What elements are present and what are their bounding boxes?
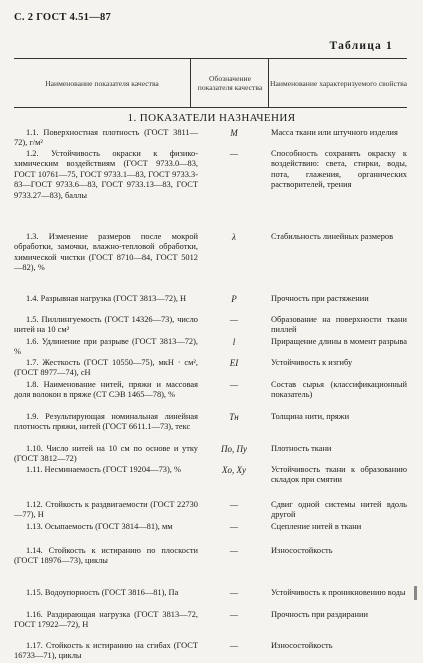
- table-row: [14, 128, 407, 149]
- indicator-symbol: l: [232, 337, 236, 347]
- indicator-name: 1.10. Число нитей на 10 см по основе и утку (ГОСТ 3812—72): [14, 444, 198, 464]
- indicator-symbol: Пo, Пy: [221, 444, 247, 454]
- indicator-name: 1.9. Результирующая номинальная линейная плотность пряжи, нитей (ГОСТ 6611.1—73), текс: [14, 412, 198, 432]
- table-header: [14, 58, 407, 108]
- indicator-property: Плотность ткани: [271, 444, 332, 453]
- table-row: [14, 444, 407, 465]
- page-header: С. 2 ГОСТ 4.51—87: [14, 12, 112, 23]
- table-row: [14, 465, 407, 500]
- indicator-property: Способность сохранять окраску к воздействию: света, стирки, воды, пота, глажения, органических растворителей, трения: [271, 149, 407, 190]
- indicator-symbol: λ: [232, 232, 236, 242]
- table-row: [14, 522, 407, 546]
- column-header-property: Наименование характеризуемого свойства: [268, 59, 408, 107]
- indicator-property: Приращение длины в момент разрыва: [271, 337, 407, 346]
- indicator-property: Сцепление нитей в ткани: [271, 522, 362, 531]
- indicator-property: Устойчивость к проникновению воды: [271, 588, 406, 597]
- indicator-name: 1.17. Стойкость к истиранию на сгибах (ГОСТ 16733—71), циклы: [14, 641, 198, 661]
- indicator-name: 1.11. Несминаемость (ГОСТ 19204—73), %: [26, 465, 181, 474]
- indicator-symbol: P: [231, 294, 237, 304]
- indicator-property: Масса ткани или штучного изделия: [271, 128, 398, 137]
- table-row: [14, 412, 407, 444]
- table-row: [14, 380, 407, 412]
- indicator-symbol: —: [229, 641, 238, 651]
- table-caption: Таблица 1: [329, 40, 393, 52]
- indicator-symbol: M: [230, 128, 238, 138]
- table-row: [14, 294, 407, 315]
- table-row: [14, 500, 407, 522]
- indicator-property: Образование на поверхности ткани пиллей: [271, 315, 407, 335]
- indicator-name: 1.13. Осыпаемость (ГОСТ 3814—81), мм: [26, 522, 173, 531]
- indicator-property: Сдвиг одной системы нитей вдоль другой: [271, 500, 407, 520]
- indicator-symbol: Xo, Xy: [222, 465, 246, 475]
- indicator-property: Износостойкость: [271, 641, 333, 650]
- indicator-property: Устойчивость ткани к образованию складок при смятии: [271, 465, 407, 485]
- indicator-property: Стабильность линейных размеров: [271, 232, 394, 241]
- indicator-property: Устойчивость к изгибу: [271, 358, 353, 367]
- indicator-property: Прочность при раздирании: [271, 610, 368, 619]
- indicator-name: 1.4. Разрывная нагрузка (ГОСТ 3813—72), Н: [26, 294, 187, 303]
- indicator-name: 1.2. Устойчивость окраски к физико-химическим воздействиям (ГОСТ 9733.0—83, ГОСТ 10761—75, ГОСТ 9733.1—83, ГОСТ 9733.3-83—ГОСТ 9733.6—83, ГОСТ 9733.13—83, ГОСТ 9733.27—83), баллы: [14, 149, 198, 200]
- indicator-name: 1.6. Удлинение при разрыве (ГОСТ 3813—72), %: [14, 337, 198, 357]
- indicator-symbol: —: [229, 149, 238, 159]
- table-body: [14, 128, 407, 663]
- table-row: [14, 232, 407, 294]
- indicator-name: 1.14. Стойкость к истиранию по плоскости (ГОСТ 18976—73), циклы: [14, 546, 198, 566]
- table-row: [14, 588, 407, 610]
- indicator-property: Прочность при растяжении: [271, 294, 369, 303]
- table-row: [14, 546, 407, 588]
- indicator-name: 1.8. Наименование нитей, пряжи и массовая доля волокон в пряже (СТ СЭВ 1465—78), %: [14, 380, 198, 400]
- section-title: 1. ПОКАЗАТЕЛИ НАЗНАЧЕНИЯ: [127, 112, 296, 124]
- table-row: [14, 641, 407, 663]
- indicator-symbol: Tн: [229, 412, 239, 422]
- indicator-symbol: —: [229, 546, 238, 556]
- scan-margin-mark: [414, 586, 417, 600]
- indicator-symbol: —: [229, 500, 238, 510]
- indicator-property: Толщина нити, пряжи: [271, 412, 350, 421]
- column-header-symbol: Обозначение показателя качества: [190, 59, 269, 107]
- indicator-name: 1.1. Поверхностная плотность (ГОСТ 3811—72), г/м²: [14, 128, 198, 148]
- indicator-name: 1.12. Стойкость к раздвигаемости (ГОСТ 22730—77), Н: [14, 500, 198, 520]
- table-row: [14, 149, 407, 232]
- indicator-name: 1.15. Водоупорность (ГОСТ 3816—81), Па: [26, 588, 179, 597]
- column-header-name: Наименование показателя качества: [45, 78, 159, 88]
- indicator-symbol: —: [229, 610, 238, 620]
- table-row: [14, 610, 407, 641]
- table-row: [14, 358, 407, 380]
- indicator-symbol: —: [229, 522, 238, 532]
- indicator-name: 1.5. Пиллингуемость (ГОСТ 14326—73), число нитей на 10 см²: [14, 315, 198, 335]
- table-row: [14, 337, 407, 358]
- indicator-symbol: —: [229, 588, 238, 598]
- indicator-name: 1.3. Изменение размеров после мокрой обработки, замочки, влажно-тепловой обработки, химической чистки (ГОСТ 8710—84, ГОСТ 5012—82), %: [14, 232, 198, 273]
- indicator-name: 1.16. Раздирающая нагрузка (ГОСТ 3813—72, ГОСТ 17922—72), Н: [14, 610, 198, 630]
- indicator-property: Износостойкость: [271, 546, 333, 555]
- indicator-name: 1.7. Жесткость (ГОСТ 10550—75), мкН · см², (ГОСТ 8977—74), сН: [14, 358, 198, 378]
- indicator-symbol: —: [229, 315, 238, 325]
- indicator-symbol: —: [229, 380, 238, 390]
- table-row: [14, 315, 407, 337]
- indicator-symbol: EI: [229, 358, 239, 368]
- indicator-property: Состав сырья (классификационный показатель): [271, 380, 407, 400]
